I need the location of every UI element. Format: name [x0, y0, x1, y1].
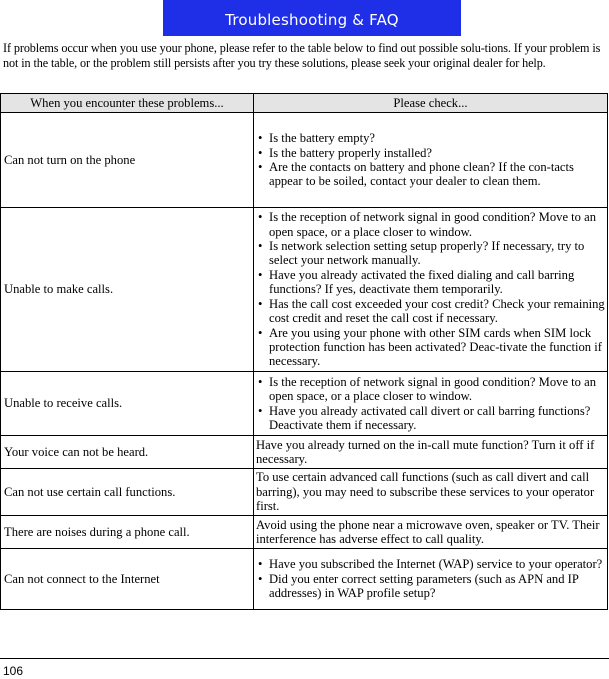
problem-cell: Unable to make calls.: [1, 208, 254, 372]
problem-cell: Your voice can not be heard.: [1, 436, 254, 469]
table-header-row: [1, 94, 608, 113]
table-row: [1, 516, 608, 549]
check-item: • Did you enter correct setting parameters (such as APN and IP addresses) in WAP profile setup?: [257, 572, 607, 601]
check-item: • Has the call cost exceeded your cost credit? Check your remaining cost credit and reset the call cost if necessary.: [257, 297, 607, 326]
check-item: • Is the reception of network signal in good condition? Move to an open space, or a place closer to window.: [257, 375, 607, 404]
check-item: • Have you already activated the fixed dialing and call barring functions? If yes, deactivate them temporarily.: [257, 268, 607, 297]
check-item: • Have you subscribed the Internet (WAP) service to your operator?: [257, 557, 607, 571]
table-row: [1, 208, 608, 372]
check-item: • Is the reception of network signal in good condition? Move to an open space, or a place closer to window.: [257, 210, 607, 239]
check-item: • Is the battery empty?: [257, 131, 607, 145]
check-cell: Avoid using the phone near a microwave oven, speaker or TV. Their interference has adverse effect to call quality.: [254, 516, 608, 549]
check-item: • Is the battery properly installed?: [257, 146, 607, 160]
table-row: [1, 549, 608, 610]
check-cell: Have you already turned on the in-call mute function? Turn it off if necessary.: [254, 436, 608, 469]
problem-cell: There are noises during a phone call.: [1, 516, 254, 549]
problem-cell: Unable to receive calls.: [1, 372, 254, 436]
column-header-check: Please check...: [254, 94, 608, 113]
page-number: 106: [3, 664, 24, 678]
table-row: [1, 113, 608, 208]
check-cell: [254, 549, 608, 610]
table-row: [1, 436, 608, 469]
check-item: • Are the contacts on battery and phone clean? If the con-tacts appear to be soiled, contact your dealer to clean them.: [257, 160, 607, 189]
problem-cell: Can not use certain call functions.: [1, 469, 254, 516]
check-list: [257, 557, 607, 600]
check-cell: [254, 208, 608, 372]
footer-divider: [0, 658, 609, 659]
troubleshooting-table: [0, 93, 608, 610]
check-cell: To use certain advanced call functions (such as call divert and call barring), you may need to subscribe these services to your operator first.: [254, 469, 608, 516]
page-title: Troubleshooting & FAQ: [163, 0, 461, 36]
check-item: • Have you already activated call divert or call barring functions? Deactivate them if necessary.: [257, 404, 607, 433]
check-list: [257, 375, 607, 433]
problem-cell: Can not turn on the phone: [1, 113, 254, 208]
check-item: • Are you using your phone with other SIM cards when SIM lock protection function has been activated? Deac-tivate the function if necessary.: [257, 326, 607, 369]
check-list: [257, 131, 607, 189]
table-row: [1, 372, 608, 436]
table-row: [1, 469, 608, 516]
check-cell: [254, 113, 608, 208]
check-cell: [254, 372, 608, 436]
check-list: [257, 210, 607, 368]
intro-paragraph: If problems occur when you use your phone, please refer to the table below to find out possible solu-tions. If your problem is not in the table, or the problem still persists after you try these solutions, please seek your original dealer for help.: [3, 41, 601, 70]
column-header-problem: When you encounter these problems...: [1, 94, 254, 113]
problem-cell: Can not connect to the Internet: [1, 549, 254, 610]
check-item: • Is network selection setting setup properly? If necessary, try to select your network manually.: [257, 239, 607, 268]
